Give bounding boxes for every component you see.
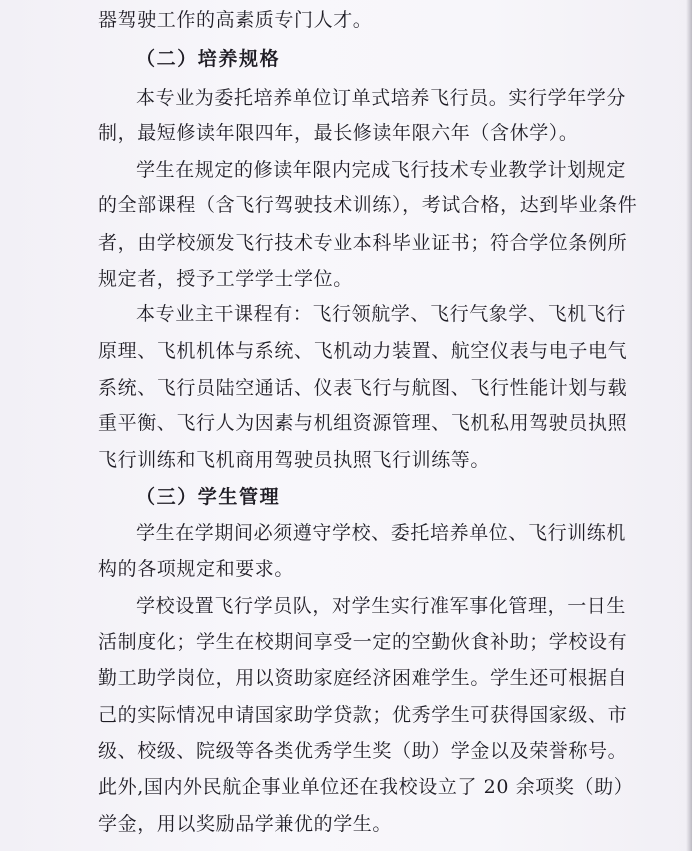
text-line: 规定者，授予工学学士学位。 (98, 268, 353, 290)
text-line: 此外,国内外民航企事业单位还在我校设立了 20 余项奖（助） (98, 776, 634, 798)
page-edge-shadow (686, 0, 692, 851)
text-line: 的全部课程（含飞行驾驶技术训练），考试合格，达到毕业条件 (98, 194, 638, 216)
text-line: 本专业为委托培养单位订单式培养飞行员。实行学年学分 (136, 87, 627, 109)
text-line: 原理、飞机机体与系统、飞机动力装置、航空仪表与电子电气 (98, 340, 628, 362)
text-line: 重平衡、飞行人为因素与机组资源管理、飞机私用驾驶员执照 (98, 412, 628, 434)
text-line: 己的实际情况申请国家助学贷款；优秀学生可获得国家级、市 (98, 704, 628, 726)
text-line: 者，由学校颁发飞行技术专业本科毕业证书；符合学位条例所 (98, 232, 628, 254)
section-heading-student-management: （三）学生管理 (136, 486, 281, 508)
text-line: 活制度化；学生在校期间享受一定的空勤伙食补助；学校设有 (98, 631, 628, 653)
text-line: 学金，用以奖励品学兼优的学生。 (98, 813, 393, 835)
text-line: 级、校级、院级等各类优秀学生奖（助）学金以及荣誉称号。 (98, 740, 628, 762)
text-line: 飞行训练和飞机商用驾驶员执照飞行训练等。 (98, 449, 491, 471)
text-line: 学生在学期间必须遵守学校、委托培养单位、飞行训练机 (136, 522, 627, 544)
text-line: 学生在规定的修读年限内完成飞行技术专业教学计划规定 (136, 159, 627, 181)
text-line: 构的各项规定和要求。 (98, 558, 295, 580)
text-line: 制，最短修读年限四年，最长修读年限六年（含休学）。 (98, 122, 579, 144)
text-line: 本专业主干课程有：飞行领航学、飞行气象学、飞机飞行 (136, 303, 627, 325)
text-line: 器驾驶工作的高素质专门人才。 (98, 9, 373, 31)
text-line: 学校设置飞行学员队，对学生实行准军事化管理，一日生 (136, 595, 627, 617)
text-line: 勤工助学岗位，用以资助家庭经济困难学生。学生还可根据自 (98, 667, 628, 689)
section-heading-training-spec: （二）培养规格 (136, 48, 281, 70)
text-line: 系统、飞行员陆空通话、仪表飞行与航图、飞行性能计划与载 (98, 377, 628, 399)
